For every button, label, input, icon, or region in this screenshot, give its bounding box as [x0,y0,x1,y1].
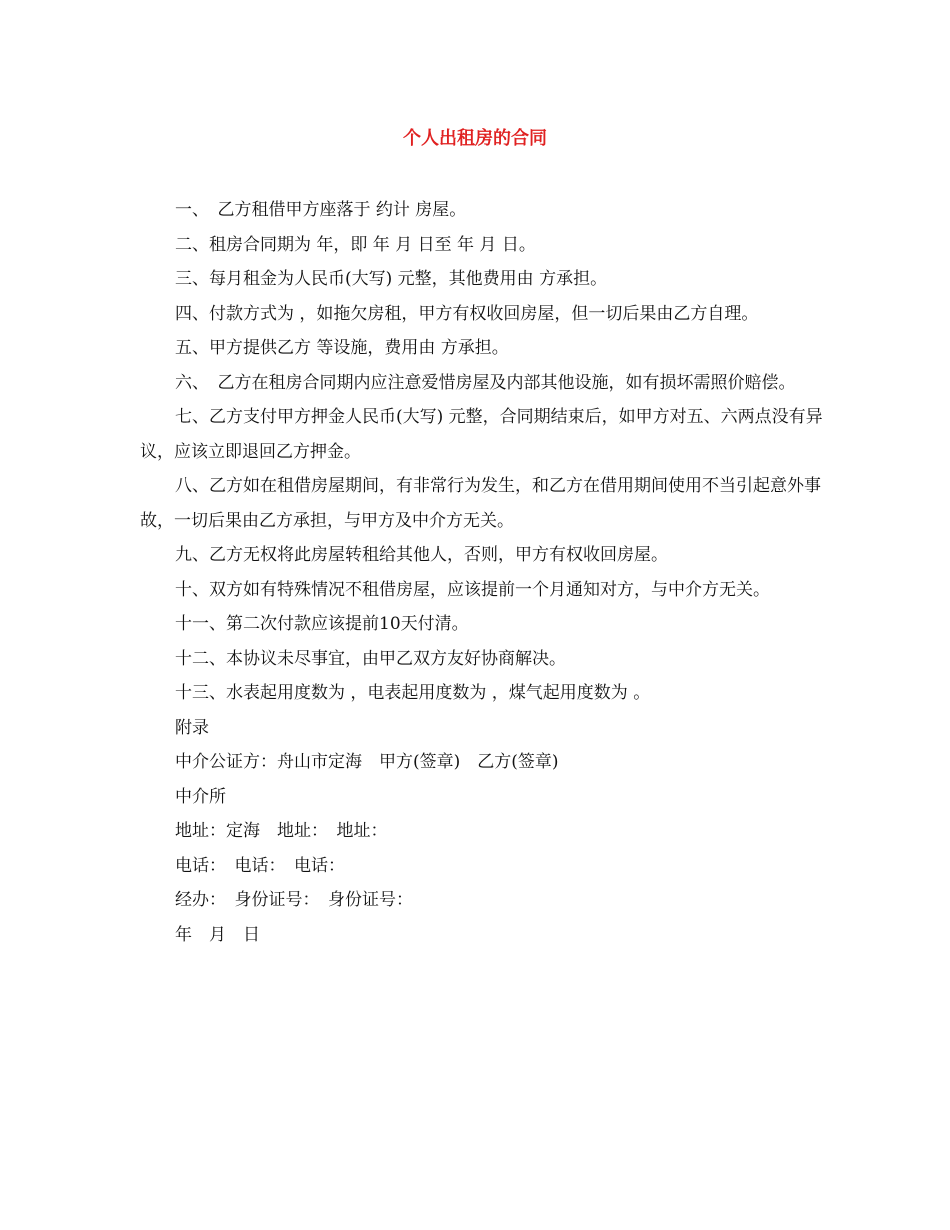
clause-9: 九、乙方无权将此房屋转租给其他人，否则，甲方有权收回房屋。 [175,545,668,565]
clause-3: 三、每月租金为人民币(大写) 元整，其他费用由 方承担。 [175,269,608,289]
clause-6: 六、 乙方在租房合同期内应注意爱惜房屋及内部其他设施，如有损坏需照价赔偿。 [175,372,796,393]
signature-line-address: 地址：定海 地址： 地址： [175,821,388,841]
clause-5: 五、甲方提供乙方 等设施，费用由 方承担。 [175,338,509,358]
document-title: 个人出租房的合同 [403,128,547,149]
clause-2: 二、租房合同期为 年，即 年 月 日至 年 月 日。 [175,234,536,255]
clause-11: 十一、第二次付款应该提前10天付清。 [175,614,469,634]
clause-10: 十、双方如有特殊情况不租借房屋，应该提前一个月通知对方，与中介方无关。 [175,579,770,600]
signature-line-parties: 中介公证方：舟山市定海 甲方(签章) 乙方(签章) [175,752,559,772]
clause-7: 七、乙方支付甲方押金人民币(大写) 元整，合同期结束后，如甲方对五、六两点没有异议，应该立即退回乙方押金。 [140,407,823,462]
signature-line-id: 经办： 身份证号： 身份证号： [175,890,413,910]
signature-line-date: 年 月 日 [175,924,260,945]
clause-4: 四、付款方式为 ，如拖欠房租，甲方有权收回房屋，但一切后果由乙方自理。 [175,303,759,324]
clause-12: 十二、本协议未尽事宜，由甲乙双方友好协商解决。 [175,648,566,669]
contract-body [140,193,830,952]
clause-8: 八、乙方如在租借房屋期间，有非常行为发生，和乙方在借用期间使用不当引起意外事故，一切后果由乙方承担，与甲方及中介方无关。 [140,476,821,531]
clause-1: 一、 乙方租借甲方座落于 约计 房屋。 [175,200,467,220]
signature-line-agency: 中介所 [175,786,226,807]
clause-13: 十三、水表起用度数为 ，电表起用度数为 ，煤气起用度数为 。 [175,683,651,703]
appendix-label: 附录 [175,717,209,738]
signature-line-phone: 电话： 电话： 电话： [175,855,345,876]
